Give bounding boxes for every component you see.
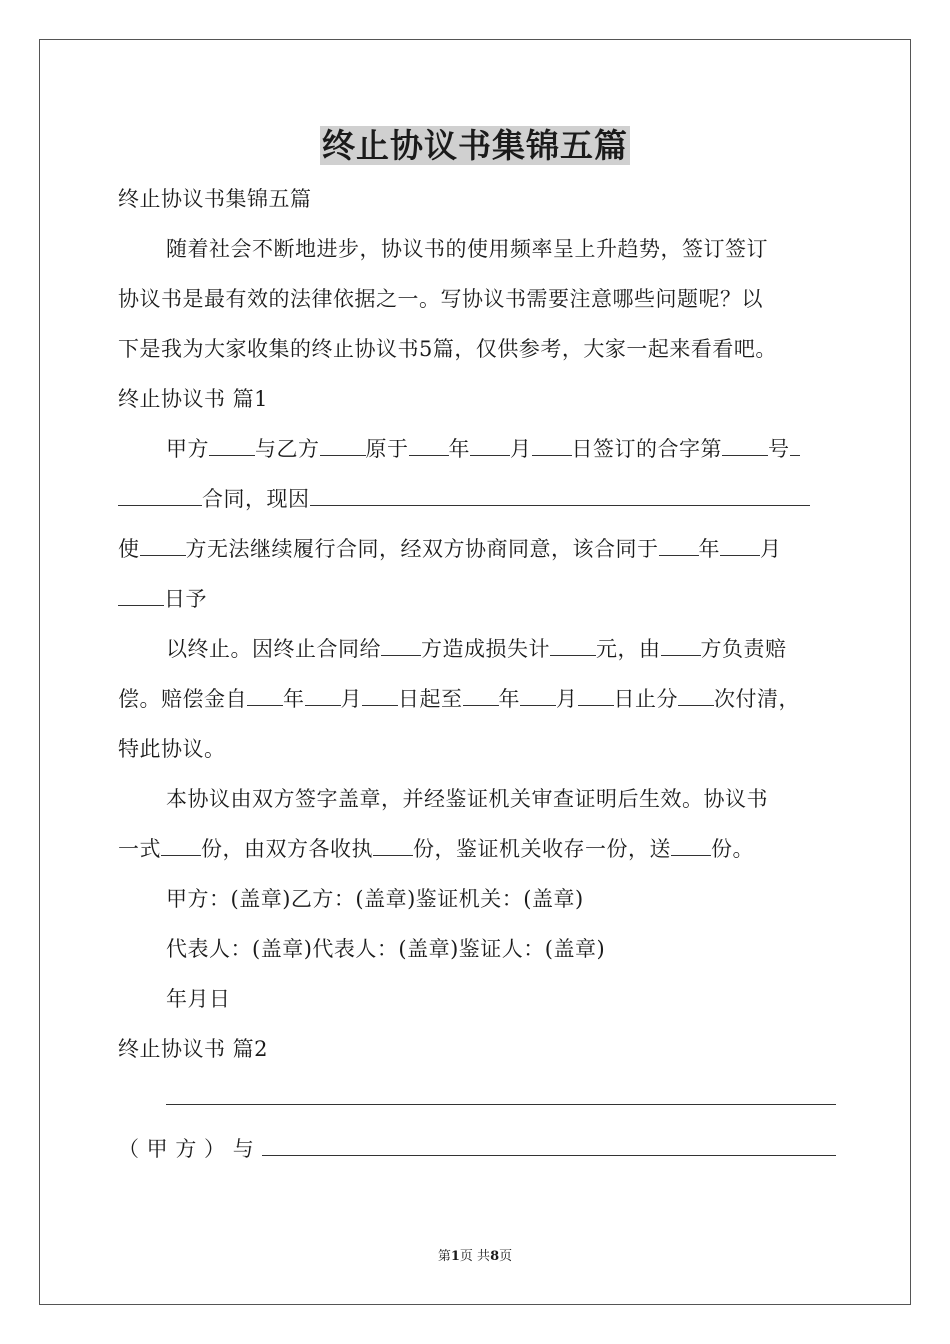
text: 方造成损失计	[421, 637, 550, 661]
page-footer	[0, 1248, 950, 1266]
text: 元，由	[596, 637, 661, 661]
fill-blank	[470, 437, 510, 456]
fill-blank	[463, 687, 499, 706]
text: 年	[283, 687, 305, 711]
fill-blank	[671, 837, 711, 856]
fill-blank	[381, 637, 421, 656]
paragraph-line	[166, 434, 838, 464]
fill-blank	[140, 537, 186, 556]
intro-line-2: 协议书是最有效的法律依据之一。写协议书需要注意哪些问题呢？以	[118, 287, 763, 311]
section-2-heading: 终止协议书 篇2	[118, 1037, 269, 1061]
subtitle: 终止协议书集锦五篇	[118, 187, 312, 211]
text: 份，由双方各收执	[201, 837, 373, 861]
paragraph-line	[118, 484, 838, 514]
text: 月	[556, 687, 578, 711]
intro-line-3: 下是我为大家收集的终止协议书5篇，仅供参考，大家一起来看看吧。	[118, 337, 777, 361]
text: 日起至	[398, 687, 463, 711]
fill-blank	[790, 437, 800, 456]
fill-blank	[247, 687, 283, 706]
paragraph-line: 本协议由双方签字盖章，并经鉴证机关审查证明后生效。协议书	[166, 787, 768, 811]
blank-rule	[166, 1104, 836, 1105]
text: 第	[437, 1249, 451, 1264]
text: 号	[768, 437, 790, 461]
text: 年	[448, 437, 470, 461]
text: 方无法继续履行合同，经双方协商同意，该合同于	[185, 537, 659, 561]
paragraph-line: 特此协议。	[118, 737, 226, 761]
text: 方负责赔	[700, 637, 787, 661]
fill-blank	[532, 437, 572, 456]
date-line: 年月日	[166, 987, 231, 1011]
text: 月	[760, 537, 782, 561]
fill-blank	[520, 687, 556, 706]
blank-rule	[262, 1155, 836, 1156]
text: 年	[698, 537, 720, 561]
fill-blank	[373, 837, 413, 856]
text: 次付清，	[714, 687, 800, 711]
text: 页	[499, 1249, 513, 1264]
page-total: 8	[490, 1249, 500, 1264]
page-border	[39, 39, 911, 1305]
fill-blank	[550, 637, 596, 656]
text: 与乙方	[255, 437, 320, 461]
fill-blank	[722, 437, 768, 456]
fill-blank	[118, 487, 202, 506]
fill-blank	[161, 837, 201, 856]
text: 日予	[164, 587, 207, 611]
fill-blank	[362, 687, 398, 706]
fill-blank	[305, 687, 341, 706]
text: 使	[118, 537, 140, 561]
party-line	[118, 1134, 838, 1164]
fill-blank	[209, 437, 255, 456]
text: 甲方	[166, 437, 209, 461]
text: （ 甲 方 ） 与	[118, 1137, 255, 1161]
text: 年	[498, 687, 520, 711]
paragraph-line	[118, 584, 838, 614]
text: 偿。赔偿金自	[118, 687, 247, 711]
text: 合同，现因	[202, 487, 310, 511]
intro-line-1: 随着社会不断地进步，协议书的使用频率呈上升趋势，签订签订	[166, 237, 768, 261]
text: 份，鉴证机关收存一份，送	[413, 837, 671, 861]
document-title	[0, 124, 950, 168]
fill-blank	[661, 637, 701, 656]
text: 月	[510, 437, 532, 461]
fill-blank	[659, 537, 699, 556]
page-number: 1	[450, 1249, 460, 1264]
fill-blank	[678, 687, 714, 706]
fill-blank	[320, 437, 366, 456]
paragraph-line	[118, 534, 838, 564]
fill-blank	[409, 437, 449, 456]
fill-blank	[578, 687, 614, 706]
text: 页 共	[459, 1249, 491, 1264]
text: 原于	[365, 437, 409, 461]
text: 一式	[118, 837, 161, 861]
text: 日签订的合字第	[571, 437, 722, 461]
text: 份。	[711, 837, 754, 861]
text: 日止分	[613, 687, 678, 711]
paragraph-line	[118, 834, 838, 864]
fill-blank	[118, 587, 164, 606]
text: 以终止。因终止合同给	[166, 637, 381, 661]
title-text: 终止协议书集锦五篇	[322, 126, 628, 165]
paragraph-line	[118, 684, 838, 714]
paragraph-line	[166, 634, 838, 664]
fill-blank	[310, 487, 810, 506]
section-1-heading: 终止协议书 篇1	[118, 387, 269, 411]
fill-blank	[720, 537, 760, 556]
signature-line-1: 甲方：(盖章)乙方：(盖章)鉴证机关：(盖章)	[166, 887, 584, 911]
signature-line-2: 代表人：(盖章)代表人：(盖章)鉴证人：(盖章)	[166, 937, 606, 961]
text: 月	[340, 687, 362, 711]
